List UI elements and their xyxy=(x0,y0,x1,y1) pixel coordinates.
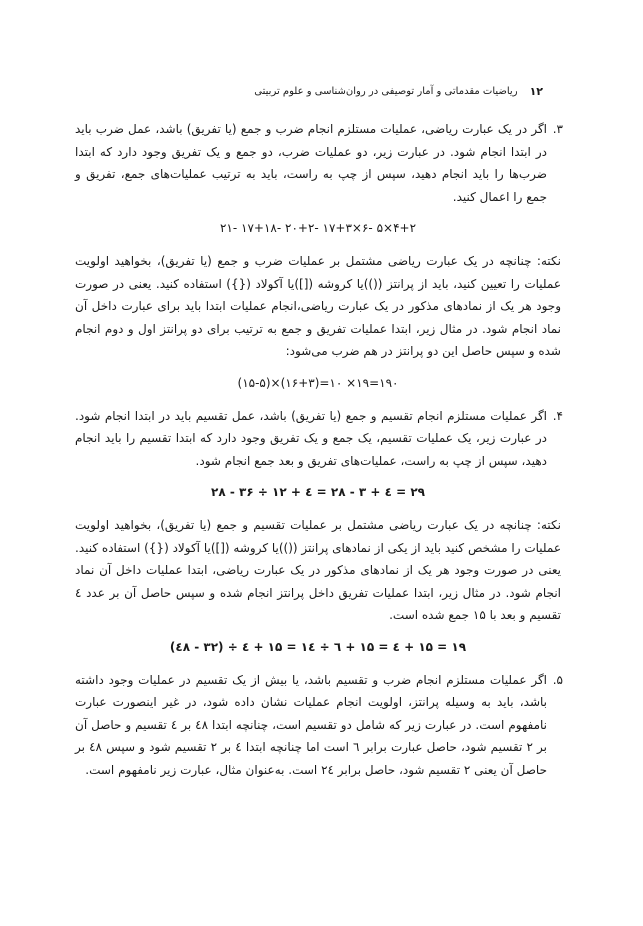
list-item-number: ۵. xyxy=(552,672,563,687)
running-header xyxy=(90,84,543,100)
page-number: ۱۲ xyxy=(529,85,543,98)
list-item-number: ۳. xyxy=(552,122,563,136)
running-header-title: ریاضیات مقدماتی و آمار توصیفی در روان‌شناسی و علوم تربیتی xyxy=(254,86,518,97)
list-item-text: اگر عملیات مستلزم انجام تقسیم و جمع (یا تفریق) باشد، عمل تقسیم باید در ابتدا انجام شود. در عبارت زیر، یک عملیات تقسیم، یک جمع و یک تفریق وجود دارد که ابتدا تقسیم را باید انجام دهید، سپس از چپ به راست، عملیات‌های تفریق و بعد جمع انجام شود. xyxy=(75,408,547,468)
list-item-number: ۴. xyxy=(552,408,563,423)
list-item-text: اگر در یک عبارت ریاضی، عملیات مستلزم انجام ضرب و جمع (یا تفریق) باشد، عمل ضرب باید در ابتدا انجام شود. در عبارت زیر، دو عملیات ضرب، دو جمع و یک تفریق وجود دارد که ابتدا ضرب‌ها را باید انجام دهید، سپس از چپ به راست، باید به ترتیب عملیات‌های جمع، تفریق و جمع را اعمال کنید. xyxy=(75,122,547,204)
math-expression-4: (٤۸ - ۳۲) ÷ ٤ + ۱۵ = ۱٦ ÷ ٤ + ۱۵ = ٤ + ۱۵ = ۱۹ xyxy=(169,639,467,654)
note-paragraph-1: نکته: چنانچه در یک عبارت ریاضی مشتمل بر عملیات ضرب و جمع (یا تفریق)، بخواهید اولویت عملیات را تعیین کنید، باید از پرانتز (())یا کروشه ([])یا آکولاد ({}) استفاده کنید. یعنی در صورت وجود هر یک از نمادهای مذکور در یک عبارت ریاضی،انجام عملیات ابتدا باید برای عبارت داخل آن نماد انجام شود. در مثال زیر، ابتدا عملیات تفریق و جمع به ترتیب برای دو پرانتز اول و دوم انجام شده و سپس حاصل این دو پرانتز در هم ضرب می‌شود: xyxy=(75,254,561,358)
list-item-3 xyxy=(75,118,561,208)
math-expression-1: ۲۱- ۱۷+۱۸- ۲۰+۲- ۱۷+۳×۶- ۵×۴+۲ xyxy=(219,221,417,235)
math-expression-3: ۲۸ - ۳۶ ÷ ۱۲ + ٤ = ۲۸ - ۳ + ٤ = ۲۹ xyxy=(211,485,425,499)
math-expression-2: (۱۵-۵)×(۱۶+۳)=۱۰ ×۱۹=۱۹۰ xyxy=(237,375,399,390)
note-paragraph-2: نکته: چنانچه در یک عبارت ریاضی مشتمل بر عملیات تقسیم و جمع (یا تفریق)، بخواهید اولویت عملیات را مشخص کنید باید از یکی از نمادهای پرانتز (())یا کروشه ([])یا آکولاد ({}) استفاده کنید. یعنی در صورت وجود هر یک از نمادهای مذکور در یک عبارت ریاضی، ابتدا عملیات داخل آن نماد انجام شود. در مثال زیر، ابتدا عملیات تفریق داخل پرانتز انجام شده و سپس حاصل آن بر عدد ٤ تقسیم و بعد با ۱۵ جمع شده است. xyxy=(75,518,561,622)
page-body xyxy=(75,118,561,781)
list-item-4 xyxy=(75,405,561,473)
list-item-text: اگر عملیات مستلزم انجام ضرب و تقسیم باشد، یا بیش از یک تقسیم در عملیات وجود داشته باشد، باید به وسیله پرانتز، اولویت انجام عملیات نشان داده شود، در غیر اینصورت عبارت نامفهوم است. در عبارت زیر که شامل دو تقسیم است، چنانچه ابتدا ٤۸ بر ٤ تقسیم و حاصل آن بر ۲ تقسیم شود، حاصل عبارت برابر ٦ است اما چنانچه ابتدا ٤ بر ۲ تقسیم شود و سپس ٤۸ بر حاصل آن یعنی ۲ تقسیم شود، حاصل برابر ۲٤ است. به‌عنوان مثال، عبارت زیر نامفهوم است. xyxy=(75,672,547,777)
list-item-5 xyxy=(75,669,561,782)
